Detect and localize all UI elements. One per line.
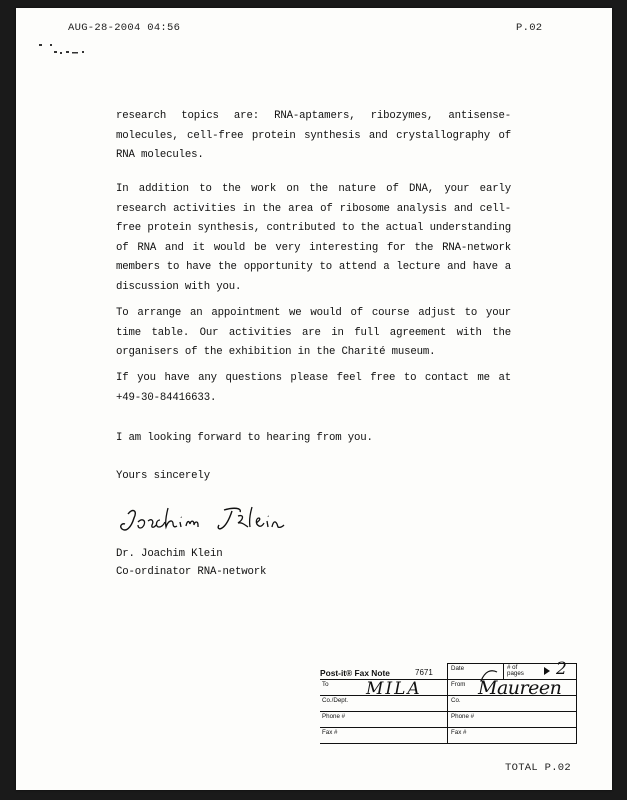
fax-note-brand: Post-it® Fax Note: [320, 668, 390, 678]
fax-label-fax: Fax #: [322, 729, 338, 736]
fax-header-datetime: AUG-28-2004 04:56: [68, 22, 181, 34]
post-it-fax-note: [320, 659, 577, 745]
fax-column-divider: [447, 663, 448, 743]
fax-row-divider: [320, 727, 577, 728]
fax-handwritten-from-flourish: [477, 669, 501, 683]
fax-label-fax: Fax #: [451, 729, 467, 736]
scan-speckles: [36, 43, 96, 55]
handwritten-signature: [116, 502, 306, 542]
fax-note-code: 7671: [415, 668, 433, 677]
fax-page: [16, 8, 612, 790]
fax-handwritten-from: Maureen: [478, 677, 562, 699]
fax-handwritten-pages: 2: [556, 659, 567, 679]
fax-row-divider: [320, 711, 577, 712]
letter-closing: Yours sincerely: [116, 470, 210, 482]
fax-column-divider: [576, 663, 577, 743]
letter-paragraph: If you have any questions please feel free to contact me at +49-30-84416633.: [116, 372, 511, 404]
fax-handwritten-to: MILA: [366, 679, 422, 699]
arrow-icon: [543, 666, 551, 676]
signer-title: Co-ordinator RNA-network: [116, 566, 267, 578]
signer-name: Dr. Joachim Klein: [116, 548, 223, 560]
fax-label-from: From: [451, 681, 466, 688]
fax-label-date: Date: [451, 665, 465, 672]
fax-label-phone: Phone #: [451, 713, 475, 720]
fax-header-page: P.02: [516, 22, 543, 34]
letter-paragraph: I am looking forward to hearing from you.: [116, 432, 373, 444]
fax-label-phone: Phone #: [322, 713, 346, 720]
fax-label-to: To: [322, 681, 329, 688]
fax-label-co: Co.: [451, 697, 461, 704]
letter-paragraph: To arrange an appointment we would of course adjust to your time table. Our activities are in full agreement with the organisers of the exhibition in the Charité museum.: [116, 307, 511, 359]
fax-label-co-dept: Co./Dept.: [322, 697, 349, 704]
letter-paragraph: In addition to the work on the nature of DNA, your early research activities in the area of ribosome analysis and cell-free protein synthesis, contributed to the actual understanding of RNA and it would be very interesting for the RNA-network members to have the opportunity to attend a lecture and have a discussion with you.: [116, 183, 511, 293]
fax-label-pages: # of pages: [507, 664, 524, 678]
fax-row-divider: [320, 743, 577, 744]
fax-footer-total: TOTAL P.02: [505, 762, 572, 774]
letter-paragraph: research topics are: RNA-aptamers, ribozymes, antisense-molecules, cell-free protein synthesis and crystallography of RNA molecules.: [116, 110, 511, 162]
